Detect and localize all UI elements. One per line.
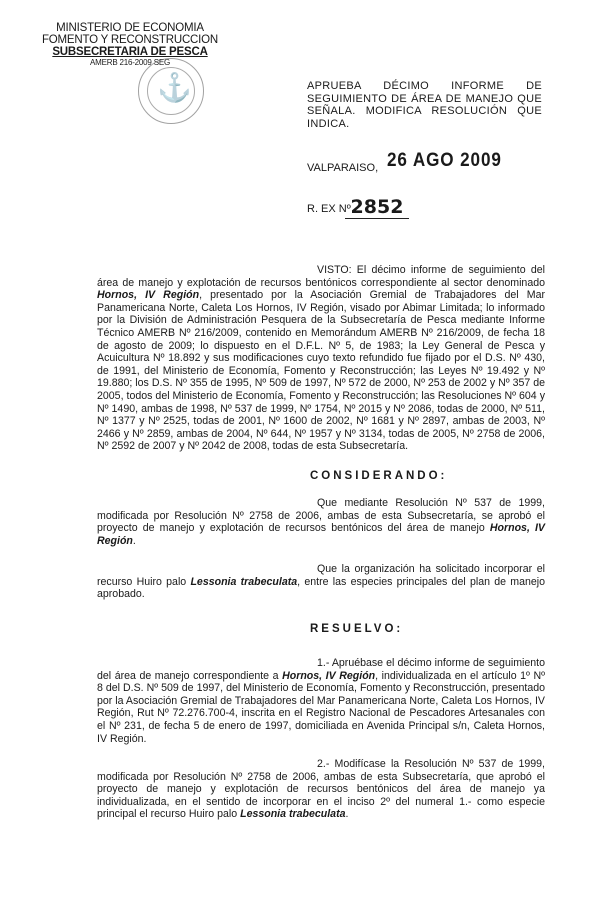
rex-number: 2852: [345, 196, 409, 219]
considerando-paragraph-2: Que la organización ha solicitado incorporar el recurso Huiro palo Lessonia trabeculata, entre las especies principales del plan de manejo aprobado.: [97, 563, 546, 601]
letterhead-reference: AMERB 216-2009 SEG: [90, 58, 170, 67]
resolution-title: APRUEBA DÉCIMO INFORME DE SEGUIMIENTO DE ÁREA DE MANEJO QUE SEÑALA. MODIFICA RESOLUCIÓN QUE INDICA.: [307, 80, 542, 130]
letterhead-ministry: MINISTERIO DE ECONOMIA: [56, 22, 204, 34]
considerando-paragraph-1: Que mediante Resolución Nº 537 de 1999, modificada por Resolución Nº 2758 de 2006, ambas de esta Subsecretaría, se aprobó el proyecto de manejo y explotación de recursos bentónicos del área de manejo Hornos, IV Región.: [97, 497, 545, 547]
rex-label: R. EX Nº: [307, 203, 351, 215]
visto-lead: VISTO:: [317, 264, 352, 276]
visto-area-name: Hornos, IV Región: [97, 289, 200, 302]
seal-emblem-icon: ⚓: [157, 71, 192, 104]
letterhead-subsecretaria: SUBSECRETARIA DE PESCA: [52, 46, 208, 58]
place-label: VALPARAISO,: [307, 162, 379, 174]
official-seal-stamp: [138, 58, 204, 124]
resuelvo-paragraph-1: 1.- Apruébase el décimo informe de seguimiento del área de manejo correspondiente a Hornos, IV Región, individualizada en el artículo 1º Nº 8 del D.S. Nº 509 de 1997, del Ministerio de Economía, Fomento y Reconstrucción, presentado por la Asociación Gremial de Trabajadores del Mar Panamericana Norte, Caleta Los Hornos, IV Región, Rut Nº 72.276.700-4, inscrita en el Registro Nacional de Pescadores Artesanales con el Nº 231, de fecha 5 de enero de 1997, domiciliada en Avenida Principal s/n, Caleta Hornos, IV Región.: [97, 657, 545, 745]
date-stamp: 26 AGO 2009: [387, 150, 502, 171]
resuelvo-paragraph-2: 2.- Modifícase la Resolución Nº 537 de 1999, modificada por Resolución Nº 2758 de 2006, ambas de esta Subsecretaría, que aprobó el proyecto de manejo y explotación de recursos bentónicos del área de manejo ya individualizada, en el sentido de incorporar en el inciso 2º del numeral 1.- como especie principal el recurso Huiro palo Lessonia trabeculata.: [97, 758, 545, 821]
resuelvo-heading: RESUELVO:: [310, 623, 404, 635]
letterhead-ministry-2: FOMENTO Y RECONSTRUCCION: [41, 34, 219, 46]
visto-paragraph: VISTO: El décimo informe de seguimiento del área de manejo y explotación de recursos bentónicos correspondiente al sector denominado Hornos, IV Región, presentado por la Asociación Gremial de Trabajadores del Mar Panamericana Norte, Caleta Los Hornos, IV Región, visado por Abimar Limitada; lo informado por la División de Administración Pesquera de la Subsecretaría de Pesca mediante Informe Técnico AMERB Nº 216/2009, contenido en Memorándum AMERB Nº 216/2009, de fecha 18 de agosto de 2009; lo dispuesto en el D.F.L. Nº 5, de 1983; la Ley General de Pesca y Acuicultura Nº 18.892 y sus modificaciones cuyo texto refundido fue fijado por el D.S. Nº 430, de 1991, del Ministerio de Economía, Fomento y Reconstrucción; las Leyes Nº 19.492 y Nº 19.880; los D.S. Nº 355 de 1995, Nº 509 de 1997, Nº 572 de 2000, Nº 253 de 2002 y Nº 357 de 2005, todos del Ministerio de Economía, Fomento y Reconstrucción; las Resoluciones Nº 604 y Nº 1490, ambas de 1998, Nº 537 de 1999, Nº 1754, Nº 2015 y Nº 2086, todas de 2000, Nº 511, Nº 1377 y Nº 2525, todas de 2001, Nº 1600 de 2002, Nº 1681 y Nº 2897, ambas de 2003, Nº 2466 y Nº 2859, ambas de 2004, Nº 644, Nº 1957 y Nº 3134, todas de 2005, Nº 2758 de 2006, Nº 2592 de 2007 y Nº 2042 de 2008, todas de esta Subsecretaría.: [97, 264, 545, 453]
considerando-heading: CONSIDERANDO:: [310, 470, 448, 482]
letterhead: [40, 22, 220, 68]
